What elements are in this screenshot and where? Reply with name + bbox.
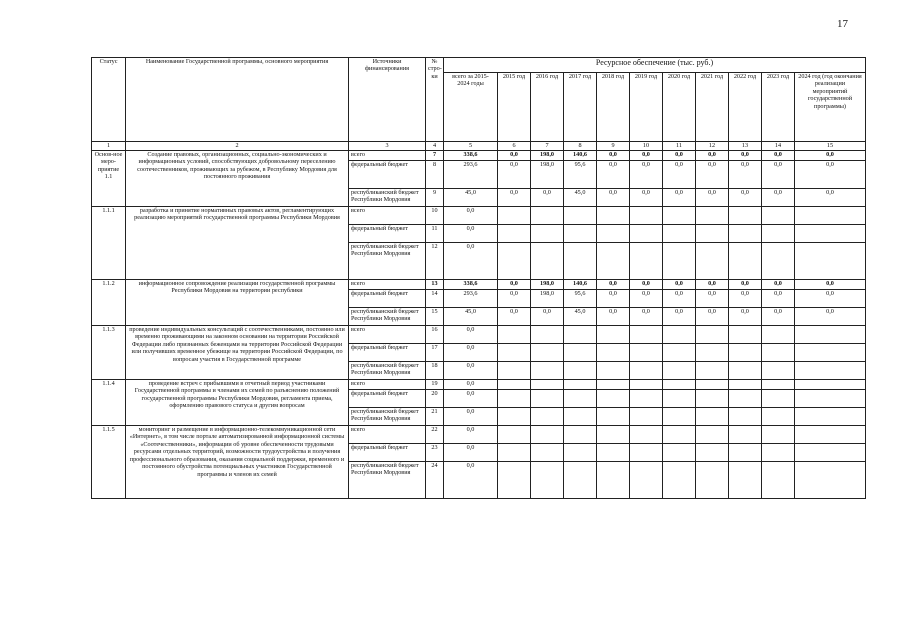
value-cell: 0,0	[444, 225, 498, 243]
header-year: 2020 год	[663, 73, 696, 142]
funding-source-cell: всего	[349, 280, 426, 290]
value-cell	[795, 326, 866, 344]
value-cell: 0,0	[630, 280, 663, 290]
value-cell: 0,0	[729, 189, 762, 207]
header-row-no: № стро-ки	[426, 58, 444, 142]
value-cell	[630, 225, 663, 243]
value-cell: 0,0	[597, 290, 630, 308]
value-cell: 198,0	[531, 161, 564, 189]
value-cell: 0,0	[630, 189, 663, 207]
value-cell: 0,0	[729, 290, 762, 308]
table-row	[92, 280, 866, 290]
activity-name-cell: мониторинг и размещение в информационно-телекоммуникационной сети «Интернет», в том числе портале автоматизированной информационной системы «Соотечественники», информации об уровне обеспеченности трудовыми ресурсами отдельных территорий, возможности трудоустройства и получения профессионального образования, оказания социальной поддержки, временного и постоянного обустройства потенциальных участников Государственной программы и членов их семей	[126, 426, 349, 499]
value-cell	[729, 390, 762, 408]
value-cell	[696, 362, 729, 380]
value-cell: 0,0	[597, 280, 630, 290]
header-year: 2019 год	[630, 73, 663, 142]
value-cell	[597, 362, 630, 380]
value-cell	[795, 390, 866, 408]
funding-source-cell: всего	[349, 380, 426, 390]
value-cell	[663, 243, 696, 280]
value-cell	[597, 326, 630, 344]
value-cell	[762, 326, 795, 344]
value-cell	[696, 462, 729, 499]
value-cell	[531, 462, 564, 499]
value-cell: 0,0	[597, 161, 630, 189]
header-resources: Ресурсное обеспечение (тыс. руб.)	[444, 58, 866, 73]
value-cell: 198,0	[531, 280, 564, 290]
value-cell	[663, 408, 696, 426]
value-cell	[597, 243, 630, 280]
column-number: 5	[444, 142, 498, 151]
value-cell: 0,0	[762, 290, 795, 308]
value-cell: 0,0	[444, 326, 498, 344]
value-cell	[630, 243, 663, 280]
value-cell: 198,0	[531, 151, 564, 161]
table-row	[92, 426, 866, 444]
table-row	[92, 326, 866, 344]
value-cell	[663, 362, 696, 380]
activity-name-cell: Создание правовых, организационных, социально-экономических и информационных условий, способствующих добровольному переселению соотечественников, проживающих за рубежом, в Республику Мордовия для постоянного проживания	[126, 151, 349, 207]
value-cell: 0,0	[795, 280, 866, 290]
value-cell	[564, 462, 597, 499]
column-number: 15	[795, 142, 866, 151]
value-cell	[630, 390, 663, 408]
value-cell	[795, 362, 866, 380]
value-cell: 0,0	[663, 189, 696, 207]
value-cell	[762, 426, 795, 444]
value-cell	[795, 207, 866, 225]
value-cell: 0,0	[795, 151, 866, 161]
value-cell	[498, 243, 531, 280]
value-cell	[531, 344, 564, 362]
value-cell: 0,0	[498, 189, 531, 207]
value-cell: 0,0	[444, 344, 498, 362]
activity-name-cell: проведение встреч с прибывшими в отчетный период участниками Государственной программы и членами их семей по разъяснению положений государственной программы Республики Мордовия, регламента приема, оформлению правового статуса и другим вопросам	[126, 380, 349, 426]
value-cell	[564, 390, 597, 408]
column-number: 4	[426, 142, 444, 151]
value-cell	[696, 426, 729, 444]
value-cell: 0,0	[630, 290, 663, 308]
value-cell: 198,0	[531, 290, 564, 308]
value-cell	[795, 380, 866, 390]
value-cell	[531, 380, 564, 390]
value-cell	[498, 390, 531, 408]
header-name: Наименование Государственной программы, основного мероприятия	[126, 58, 349, 142]
value-cell	[762, 225, 795, 243]
value-cell	[498, 344, 531, 362]
column-number: 1	[92, 142, 126, 151]
column-number: 7	[531, 142, 564, 151]
row-number-cell: 13	[426, 280, 444, 290]
value-cell	[564, 243, 597, 280]
value-cell: 0,0	[663, 161, 696, 189]
value-cell	[696, 207, 729, 225]
value-cell: 0,0	[762, 151, 795, 161]
value-cell: 0,0	[729, 280, 762, 290]
value-cell	[498, 462, 531, 499]
value-cell: 338,6	[444, 280, 498, 290]
value-cell	[531, 326, 564, 344]
value-cell	[663, 462, 696, 499]
value-cell	[762, 362, 795, 380]
row-number-cell: 22	[426, 426, 444, 444]
value-cell	[762, 243, 795, 280]
page-number: 17	[837, 18, 848, 30]
value-cell	[597, 408, 630, 426]
value-cell: 0,0	[597, 189, 630, 207]
value-cell: 45,0	[564, 189, 597, 207]
column-number: 13	[729, 142, 762, 151]
value-cell	[696, 225, 729, 243]
value-cell	[564, 362, 597, 380]
value-cell	[696, 408, 729, 426]
value-cell: 0,0	[630, 151, 663, 161]
value-cell	[696, 243, 729, 280]
value-cell: 293,6	[444, 290, 498, 308]
value-cell: 0,0	[444, 362, 498, 380]
value-cell	[531, 207, 564, 225]
value-cell	[564, 380, 597, 390]
funding-source-cell: республиканский бюджет Республики Мордовия	[349, 362, 426, 380]
value-cell	[696, 390, 729, 408]
value-cell: 0,0	[444, 408, 498, 426]
row-number-cell: 7	[426, 151, 444, 161]
value-cell: 0,0	[696, 290, 729, 308]
table-body	[92, 151, 866, 499]
value-cell: 0,0	[762, 161, 795, 189]
value-cell	[564, 326, 597, 344]
value-cell: 0,0	[762, 308, 795, 326]
value-cell	[597, 344, 630, 362]
value-cell	[729, 243, 762, 280]
column-numbers-row	[92, 142, 866, 151]
row-number-cell: 16	[426, 326, 444, 344]
value-cell: 95,6	[564, 161, 597, 189]
value-cell: 0,0	[762, 280, 795, 290]
value-cell	[630, 462, 663, 499]
row-number-cell: 9	[426, 189, 444, 207]
value-cell: 0,0	[663, 308, 696, 326]
column-number: 10	[630, 142, 663, 151]
funding-source-cell: республиканский бюджет Республики Мордовия	[349, 462, 426, 499]
header-sources: Источники финансирования	[349, 58, 426, 142]
funding-source-cell: федеральный бюджет	[349, 444, 426, 462]
value-cell	[663, 426, 696, 444]
value-cell: 0,0	[531, 189, 564, 207]
funding-source-cell: всего	[349, 207, 426, 225]
header-year: 2017 год	[564, 73, 597, 142]
value-cell	[795, 462, 866, 499]
value-cell	[630, 444, 663, 462]
value-cell	[597, 207, 630, 225]
value-cell	[498, 426, 531, 444]
value-cell	[498, 380, 531, 390]
funding-source-cell: республиканский бюджет Республики Мордовия	[349, 308, 426, 326]
value-cell	[531, 225, 564, 243]
value-cell: 0,0	[795, 189, 866, 207]
row-number-cell: 14	[426, 290, 444, 308]
value-cell	[729, 344, 762, 362]
column-number: 14	[762, 142, 795, 151]
value-cell	[729, 444, 762, 462]
value-cell	[729, 225, 762, 243]
header-status: Статус	[92, 58, 126, 142]
value-cell	[663, 380, 696, 390]
value-cell: 0,0	[630, 161, 663, 189]
column-number: 2	[126, 142, 349, 151]
value-cell: 0,0	[795, 161, 866, 189]
value-cell	[531, 426, 564, 444]
status-cell: 1.1.4	[92, 380, 126, 426]
value-cell	[531, 390, 564, 408]
value-cell	[663, 225, 696, 243]
value-cell	[762, 344, 795, 362]
value-cell: 0,0	[663, 280, 696, 290]
value-cell	[696, 380, 729, 390]
table-row	[92, 151, 866, 161]
header-total: всего за 2015-2024 годы	[444, 73, 498, 142]
value-cell: 0,0	[696, 151, 729, 161]
header-year: 2021 год	[696, 73, 729, 142]
row-number-cell: 12	[426, 243, 444, 280]
value-cell: 0,0	[444, 390, 498, 408]
value-cell	[630, 207, 663, 225]
row-number-cell: 19	[426, 380, 444, 390]
value-cell	[795, 444, 866, 462]
value-cell: 0,0	[498, 308, 531, 326]
value-cell: 0,0	[444, 426, 498, 444]
value-cell: 140,6	[564, 151, 597, 161]
table-row	[92, 380, 866, 390]
value-cell	[762, 207, 795, 225]
value-cell	[531, 408, 564, 426]
value-cell: 95,6	[564, 290, 597, 308]
activity-name-cell: проведение индивидуальных консультаций с соотечественниками, постоянно или временно проживающими на законном основании на территории Российской Федерации либо признанных беженцами на территории Российской Федерации или получивших временное убежище на территории Российской Федерации, по вопросам участия в Государственной программе	[126, 326, 349, 380]
value-cell	[498, 444, 531, 462]
value-cell	[531, 444, 564, 462]
value-cell: 0,0	[531, 308, 564, 326]
value-cell: 0,0	[729, 151, 762, 161]
row-number-cell: 11	[426, 225, 444, 243]
value-cell	[564, 344, 597, 362]
row-number-cell: 24	[426, 462, 444, 499]
value-cell: 0,0	[729, 308, 762, 326]
value-cell: 0,0	[795, 290, 866, 308]
value-cell	[663, 326, 696, 344]
value-cell	[630, 408, 663, 426]
column-number: 6	[498, 142, 531, 151]
value-cell: 0,0	[597, 308, 630, 326]
value-cell: 338,6	[444, 151, 498, 161]
value-cell	[795, 243, 866, 280]
value-cell	[696, 344, 729, 362]
value-cell: 0,0	[498, 280, 531, 290]
activity-name-cell: разработка и принятие нормативных правовых актов, регламентирующих реализацию мероприятий государственной программы Республики Мордовия	[126, 207, 349, 280]
funding-source-cell: федеральный бюджет	[349, 344, 426, 362]
funding-source-cell: федеральный бюджет	[349, 390, 426, 408]
funding-source-cell: всего	[349, 326, 426, 344]
table-row	[92, 207, 866, 225]
value-cell	[498, 326, 531, 344]
row-number-cell: 15	[426, 308, 444, 326]
value-cell: 0,0	[597, 151, 630, 161]
value-cell	[597, 380, 630, 390]
value-cell	[498, 408, 531, 426]
value-cell	[729, 426, 762, 444]
value-cell	[630, 344, 663, 362]
funding-source-cell: республиканский бюджет Республики Мордовия	[349, 189, 426, 207]
column-number: 9	[597, 142, 630, 151]
value-cell: 0,0	[498, 290, 531, 308]
funding-source-cell: федеральный бюджет	[349, 225, 426, 243]
value-cell	[564, 408, 597, 426]
value-cell	[762, 462, 795, 499]
status-cell: 1.1.3	[92, 326, 126, 380]
row-number-cell: 10	[426, 207, 444, 225]
status-cell: 1.1.1	[92, 207, 126, 280]
value-cell	[729, 408, 762, 426]
activity-name-cell: информационное сопровождение реализации государственной программы Республики Мордовия на территории республики	[126, 280, 349, 326]
funding-source-cell: республиканский бюджет Республики Мордовия	[349, 408, 426, 426]
status-cell: 1.1.2	[92, 280, 126, 326]
value-cell: 45,0	[444, 308, 498, 326]
value-cell	[729, 362, 762, 380]
value-cell	[762, 408, 795, 426]
row-number-cell: 17	[426, 344, 444, 362]
value-cell: 293,6	[444, 161, 498, 189]
header-year: 2016 год	[531, 73, 564, 142]
value-cell	[597, 426, 630, 444]
value-cell	[564, 225, 597, 243]
header-year: 2022 год	[729, 73, 762, 142]
value-cell	[762, 380, 795, 390]
value-cell: 0,0	[444, 444, 498, 462]
value-cell: 0,0	[444, 380, 498, 390]
value-cell	[498, 207, 531, 225]
value-cell	[663, 344, 696, 362]
value-cell	[762, 390, 795, 408]
column-number: 11	[663, 142, 696, 151]
value-cell: 0,0	[630, 308, 663, 326]
value-cell	[630, 380, 663, 390]
value-cell	[498, 362, 531, 380]
value-cell: 140,6	[564, 280, 597, 290]
value-cell	[630, 426, 663, 444]
value-cell: 0,0	[696, 189, 729, 207]
value-cell	[531, 362, 564, 380]
header-year: 2015 год	[498, 73, 531, 142]
value-cell: 0,0	[762, 189, 795, 207]
value-cell	[564, 426, 597, 444]
header-year: 2018 год	[597, 73, 630, 142]
value-cell: 45,0	[444, 189, 498, 207]
value-cell: 0,0	[696, 308, 729, 326]
column-number: 3	[349, 142, 426, 151]
row-number-cell: 21	[426, 408, 444, 426]
row-number-cell: 18	[426, 362, 444, 380]
value-cell	[729, 207, 762, 225]
value-cell: 0,0	[663, 151, 696, 161]
value-cell: 0,0	[663, 290, 696, 308]
value-cell	[597, 225, 630, 243]
value-cell	[729, 326, 762, 344]
header-year: 2023 год	[762, 73, 795, 142]
value-cell	[795, 426, 866, 444]
value-cell: 0,0	[444, 462, 498, 499]
value-cell: 45,0	[564, 308, 597, 326]
value-cell	[663, 390, 696, 408]
value-cell	[663, 444, 696, 462]
column-number: 12	[696, 142, 729, 151]
value-cell	[564, 444, 597, 462]
value-cell: 0,0	[498, 161, 531, 189]
resource-table	[91, 57, 866, 499]
row-number-cell: 8	[426, 161, 444, 189]
header-last-year: 2024 год (год окончания реализации мероприятий государственной программы)	[795, 73, 866, 142]
value-cell	[498, 225, 531, 243]
funding-source-cell: всего	[349, 151, 426, 161]
value-cell: 0,0	[444, 243, 498, 280]
value-cell	[729, 380, 762, 390]
value-cell	[795, 225, 866, 243]
column-number: 8	[564, 142, 597, 151]
value-cell	[597, 444, 630, 462]
funding-source-cell: всего	[349, 426, 426, 444]
value-cell: 0,0	[729, 161, 762, 189]
row-number-cell: 23	[426, 444, 444, 462]
status-cell: 1.1.5	[92, 426, 126, 499]
status-cell: Основ-ное меро-приятие 1.1	[92, 151, 126, 207]
value-cell	[531, 243, 564, 280]
row-number-cell: 20	[426, 390, 444, 408]
value-cell	[597, 390, 630, 408]
value-cell: 0,0	[795, 308, 866, 326]
value-cell	[564, 207, 597, 225]
value-cell	[795, 344, 866, 362]
value-cell: 0,0	[696, 161, 729, 189]
value-cell	[630, 326, 663, 344]
value-cell: 0,0	[444, 207, 498, 225]
value-cell	[696, 326, 729, 344]
value-cell	[663, 207, 696, 225]
value-cell	[630, 362, 663, 380]
value-cell: 0,0	[498, 151, 531, 161]
value-cell	[597, 462, 630, 499]
value-cell: 0,0	[696, 280, 729, 290]
value-cell	[762, 444, 795, 462]
funding-source-cell: федеральный бюджет	[349, 161, 426, 189]
value-cell	[795, 408, 866, 426]
funding-source-cell: республиканский бюджет Республики Мордовия	[349, 243, 426, 280]
funding-source-cell: федеральный бюджет	[349, 290, 426, 308]
value-cell	[729, 462, 762, 499]
value-cell	[696, 444, 729, 462]
